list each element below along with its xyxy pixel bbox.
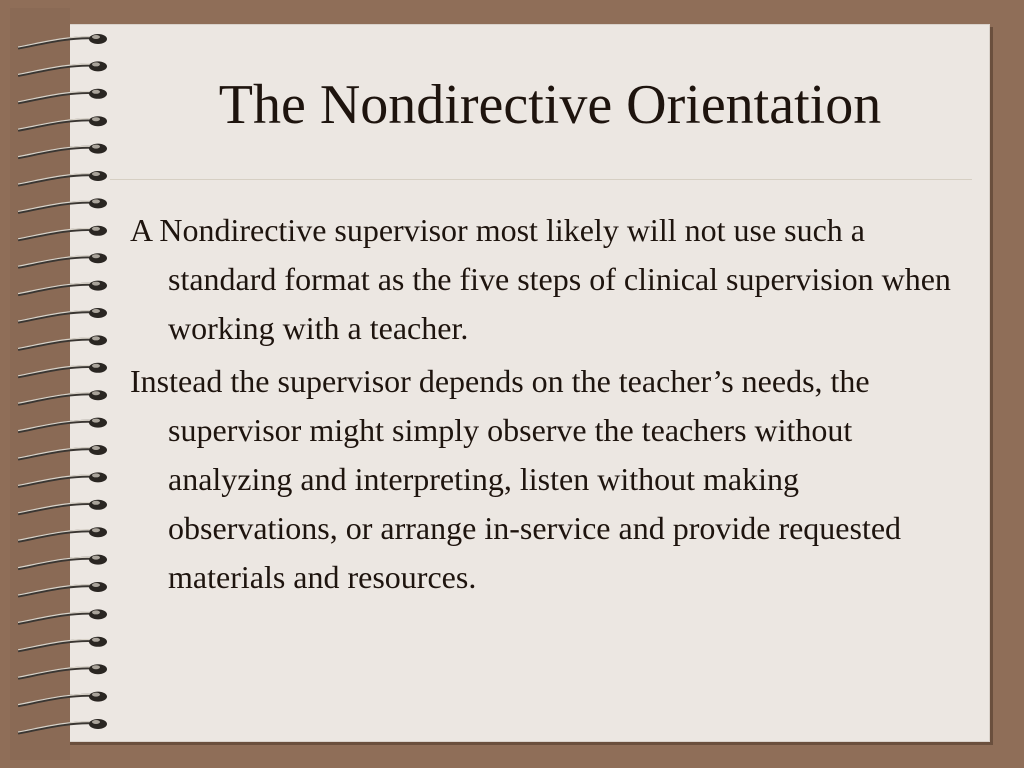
slide-body: [130, 206, 970, 606]
paragraph-2: Instead the supervisor depends on the teacher’s needs, the supervisor might simply observe the teachers without analyzing and interpreting, listen without making observations, or arrange in-service and provide requested materials and resources.: [130, 363, 902, 595]
title-divider: [110, 179, 972, 180]
paragraph-1: A Nondirective supervisor most likely will not use such a standard format as the five steps of clinical supervision when working with a teacher.: [130, 212, 951, 346]
slide-title: The Nondirective Orientation: [218, 74, 882, 136]
